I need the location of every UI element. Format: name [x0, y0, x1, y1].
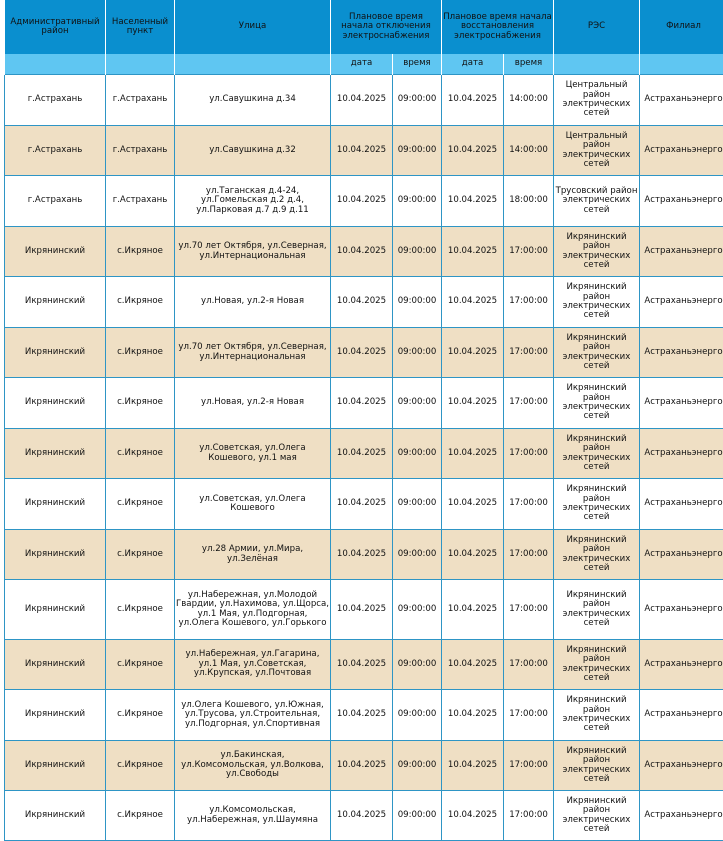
cell-settlement: с.Икряное	[106, 227, 175, 277]
cell-on-time: 17:00:00	[504, 227, 554, 277]
table-row	[5, 429, 723, 479]
cell-off-time: 09:00:00	[393, 580, 442, 640]
cell-off-date: 10.04.2025	[331, 479, 393, 530]
table-row	[5, 640, 723, 690]
cell-off-date: 10.04.2025	[331, 640, 393, 690]
table-row	[5, 328, 723, 378]
cell-off-date: 10.04.2025	[331, 227, 393, 277]
cell-district: Икрянинский	[5, 227, 106, 277]
cell-branch: Астраханьэнерго	[640, 176, 723, 227]
cell-district: Икрянинский	[5, 429, 106, 479]
outage-schedule-table	[4, 0, 723, 841]
cell-settlement: с.Икряное	[106, 429, 175, 479]
cell-off-time: 09:00:00	[393, 690, 442, 741]
cell-on-date: 10.04.2025	[442, 640, 504, 690]
cell-branch: Астраханьэнерго	[640, 479, 723, 530]
header-off-time: Плановое время начала отключения электроснабжения	[331, 0, 442, 54]
cell-off-date: 10.04.2025	[331, 378, 393, 429]
cell-district: Икрянинский	[5, 277, 106, 328]
cell-street: ул.Комсомольская, ул.Набережная, ул.Шаумяна	[175, 791, 331, 841]
cell-res: Икрянинский район электрических сетей	[554, 640, 640, 690]
cell-settlement: с.Икряное	[106, 580, 175, 640]
table-header	[5, 0, 723, 75]
cell-on-time: 17:00:00	[504, 429, 554, 479]
table-row	[5, 75, 723, 126]
subheader-off-date: дата	[331, 54, 393, 75]
cell-off-date: 10.04.2025	[331, 328, 393, 378]
cell-on-time: 17:00:00	[504, 328, 554, 378]
subheader-empty	[640, 54, 723, 75]
cell-branch: Астраханьэнерго	[640, 227, 723, 277]
cell-on-date: 10.04.2025	[442, 741, 504, 791]
cell-branch: Астраханьэнерго	[640, 741, 723, 791]
cell-on-time: 14:00:00	[504, 75, 554, 126]
cell-off-date: 10.04.2025	[331, 741, 393, 791]
cell-district: Икрянинский	[5, 328, 106, 378]
cell-res: Икрянинский район электрических сетей	[554, 580, 640, 640]
cell-on-date: 10.04.2025	[442, 530, 504, 580]
cell-res: Трусовский район электрических сетей	[554, 176, 640, 227]
cell-on-time: 17:00:00	[504, 580, 554, 640]
cell-off-time: 09:00:00	[393, 791, 442, 841]
cell-off-time: 09:00:00	[393, 479, 442, 530]
cell-off-time: 09:00:00	[393, 429, 442, 479]
cell-district: Икрянинский	[5, 580, 106, 640]
header-restore-time: Плановое время начала восстановления электроснабжения	[442, 0, 554, 54]
cell-street: ул.Советская, ул.Олега Кошевого, ул.1 мая	[175, 429, 331, 479]
cell-res: Икрянинский район электрических сетей	[554, 227, 640, 277]
header-settlement: Населенный пункт	[106, 0, 175, 54]
cell-on-time: 17:00:00	[504, 640, 554, 690]
table-row	[5, 741, 723, 791]
cell-district: Икрянинский	[5, 479, 106, 530]
cell-on-time: 17:00:00	[504, 277, 554, 328]
header-res: РЭС	[554, 0, 640, 54]
cell-branch: Астраханьэнерго	[640, 791, 723, 841]
table-row	[5, 580, 723, 640]
cell-off-date: 10.04.2025	[331, 277, 393, 328]
cell-street: ул.Новая, ул.2-я Новая	[175, 277, 331, 328]
cell-on-time: 17:00:00	[504, 479, 554, 530]
subheader-on-time: время	[504, 54, 554, 75]
cell-street: ул.Набережная, ул.Гагарина, ул.1 Мая, ул.Советская, ул.Крупская, ул.Почтовая	[175, 640, 331, 690]
table-row	[5, 791, 723, 841]
cell-street: ул.70 лет Октября, ул.Северная, ул.Интернациональная	[175, 227, 331, 277]
cell-on-date: 10.04.2025	[442, 580, 504, 640]
cell-res: Икрянинский район электрических сетей	[554, 741, 640, 791]
subheader-off-time: время	[393, 54, 442, 75]
cell-res: Икрянинский район электрических сетей	[554, 328, 640, 378]
cell-branch: Астраханьэнерго	[640, 530, 723, 580]
cell-settlement: г.Астрахань	[106, 75, 175, 126]
cell-res: Икрянинский район электрических сетей	[554, 530, 640, 580]
cell-district: Икрянинский	[5, 791, 106, 841]
cell-off-time: 09:00:00	[393, 75, 442, 126]
cell-district: Икрянинский	[5, 378, 106, 429]
cell-branch: Астраханьэнерго	[640, 378, 723, 429]
cell-street: ул.Новая, ул.2-я Новая	[175, 378, 331, 429]
cell-settlement: с.Икряное	[106, 690, 175, 741]
cell-off-time: 09:00:00	[393, 227, 442, 277]
cell-on-date: 10.04.2025	[442, 176, 504, 227]
cell-on-time: 18:00:00	[504, 176, 554, 227]
cell-off-date: 10.04.2025	[331, 791, 393, 841]
cell-on-date: 10.04.2025	[442, 479, 504, 530]
cell-street: ул.Савушкина д.34	[175, 75, 331, 126]
cell-on-date: 10.04.2025	[442, 690, 504, 741]
cell-on-date: 10.04.2025	[442, 126, 504, 176]
cell-off-time: 09:00:00	[393, 126, 442, 176]
cell-on-date: 10.04.2025	[442, 791, 504, 841]
cell-res: Икрянинский район электрических сетей	[554, 479, 640, 530]
subheader-empty	[106, 54, 175, 75]
cell-settlement: с.Икряное	[106, 328, 175, 378]
cell-on-time: 14:00:00	[504, 126, 554, 176]
cell-on-date: 10.04.2025	[442, 227, 504, 277]
cell-off-date: 10.04.2025	[331, 580, 393, 640]
cell-off-time: 09:00:00	[393, 741, 442, 791]
cell-res: Икрянинский район электрических сетей	[554, 429, 640, 479]
cell-res: Центральный район электрических сетей	[554, 75, 640, 126]
cell-off-time: 09:00:00	[393, 176, 442, 227]
header-district: Административный район	[5, 0, 106, 54]
cell-on-time: 17:00:00	[504, 791, 554, 841]
subheader-on-date: дата	[442, 54, 504, 75]
cell-res: Икрянинский район электрических сетей	[554, 277, 640, 328]
cell-branch: Астраханьэнерго	[640, 429, 723, 479]
cell-branch: Астраханьэнерго	[640, 328, 723, 378]
cell-settlement: с.Икряное	[106, 640, 175, 690]
cell-on-date: 10.04.2025	[442, 328, 504, 378]
cell-settlement: г.Астрахань	[106, 176, 175, 227]
subheader-empty	[554, 54, 640, 75]
table-row	[5, 176, 723, 227]
table-row	[5, 126, 723, 176]
cell-street: ул.Советская, ул.Олега Кошевого	[175, 479, 331, 530]
cell-street: ул.70 лет Октября, ул.Северная, ул.Интернациональная	[175, 328, 331, 378]
cell-settlement: с.Икряное	[106, 479, 175, 530]
cell-on-date: 10.04.2025	[442, 378, 504, 429]
cell-off-time: 09:00:00	[393, 640, 442, 690]
cell-settlement: с.Икряное	[106, 791, 175, 841]
cell-res: Центральный район электрических сетей	[554, 126, 640, 176]
cell-district: Икрянинский	[5, 530, 106, 580]
table-row	[5, 530, 723, 580]
cell-branch: Астраханьэнерго	[640, 580, 723, 640]
subheader-empty	[175, 54, 331, 75]
cell-on-date: 10.04.2025	[442, 75, 504, 126]
cell-district: Икрянинский	[5, 741, 106, 791]
table-row	[5, 227, 723, 277]
cell-off-time: 09:00:00	[393, 378, 442, 429]
cell-res: Икрянинский район электрических сетей	[554, 690, 640, 741]
table-row	[5, 690, 723, 741]
table-row	[5, 479, 723, 530]
cell-off-date: 10.04.2025	[331, 530, 393, 580]
cell-settlement: с.Икряное	[106, 378, 175, 429]
cell-street: ул.Бакинская, ул.Комсомольская, ул.Волкова, ул.Свободы	[175, 741, 331, 791]
cell-street: ул.28 Армии, ул.Мира, ул.Зелёная	[175, 530, 331, 580]
cell-off-time: 09:00:00	[393, 328, 442, 378]
cell-on-time: 17:00:00	[504, 690, 554, 741]
cell-off-time: 09:00:00	[393, 277, 442, 328]
table-body	[5, 75, 723, 841]
cell-settlement: г.Астрахань	[106, 126, 175, 176]
header-street: Улица	[175, 0, 331, 54]
cell-on-time: 17:00:00	[504, 378, 554, 429]
cell-res: Икрянинский район электрических сетей	[554, 791, 640, 841]
cell-district: г.Астрахань	[5, 176, 106, 227]
cell-street: ул.Таганская д.4-24, ул.Гомельская д.2 д.4, ул.Парковая д.7 д.9 д.11	[175, 176, 331, 227]
cell-branch: Астраханьэнерго	[640, 126, 723, 176]
cell-street: ул.Олега Кошевого, ул.Южная, ул.Трусова, ул.Строительная, ул.Подгорная, ул.Спортивная	[175, 690, 331, 741]
cell-district: Икрянинский	[5, 690, 106, 741]
cell-branch: Астраханьэнерго	[640, 640, 723, 690]
cell-district: Икрянинский	[5, 640, 106, 690]
cell-res: Икрянинский район электрических сетей	[554, 378, 640, 429]
subheader-empty	[5, 54, 106, 75]
cell-branch: Астраханьэнерго	[640, 277, 723, 328]
cell-branch: Астраханьэнерго	[640, 690, 723, 741]
cell-district: г.Астрахань	[5, 75, 106, 126]
cell-off-time: 09:00:00	[393, 530, 442, 580]
cell-settlement: с.Икряное	[106, 277, 175, 328]
cell-street: ул.Савушкина д.32	[175, 126, 331, 176]
cell-on-date: 10.04.2025	[442, 429, 504, 479]
cell-branch: Астраханьэнерго	[640, 75, 723, 126]
cell-off-date: 10.04.2025	[331, 126, 393, 176]
cell-street: ул.Набережная, ул.Молодой Гвардии, ул.Нахимова, ул.Щорса, ул.1 Мая, ул.Подгорная, ул.Олега Кошевого, ул.Горького	[175, 580, 331, 640]
cell-off-date: 10.04.2025	[331, 429, 393, 479]
table-row	[5, 378, 723, 429]
cell-district: г.Астрахань	[5, 126, 106, 176]
table-row	[5, 277, 723, 328]
cell-off-date: 10.04.2025	[331, 176, 393, 227]
cell-off-date: 10.04.2025	[331, 75, 393, 126]
cell-on-time: 17:00:00	[504, 741, 554, 791]
header-branch: Филиал	[640, 0, 723, 54]
cell-settlement: с.Икряное	[106, 530, 175, 580]
cell-on-date: 10.04.2025	[442, 277, 504, 328]
cell-settlement: с.Икряное	[106, 741, 175, 791]
cell-on-time: 17:00:00	[504, 530, 554, 580]
cell-off-date: 10.04.2025	[331, 690, 393, 741]
